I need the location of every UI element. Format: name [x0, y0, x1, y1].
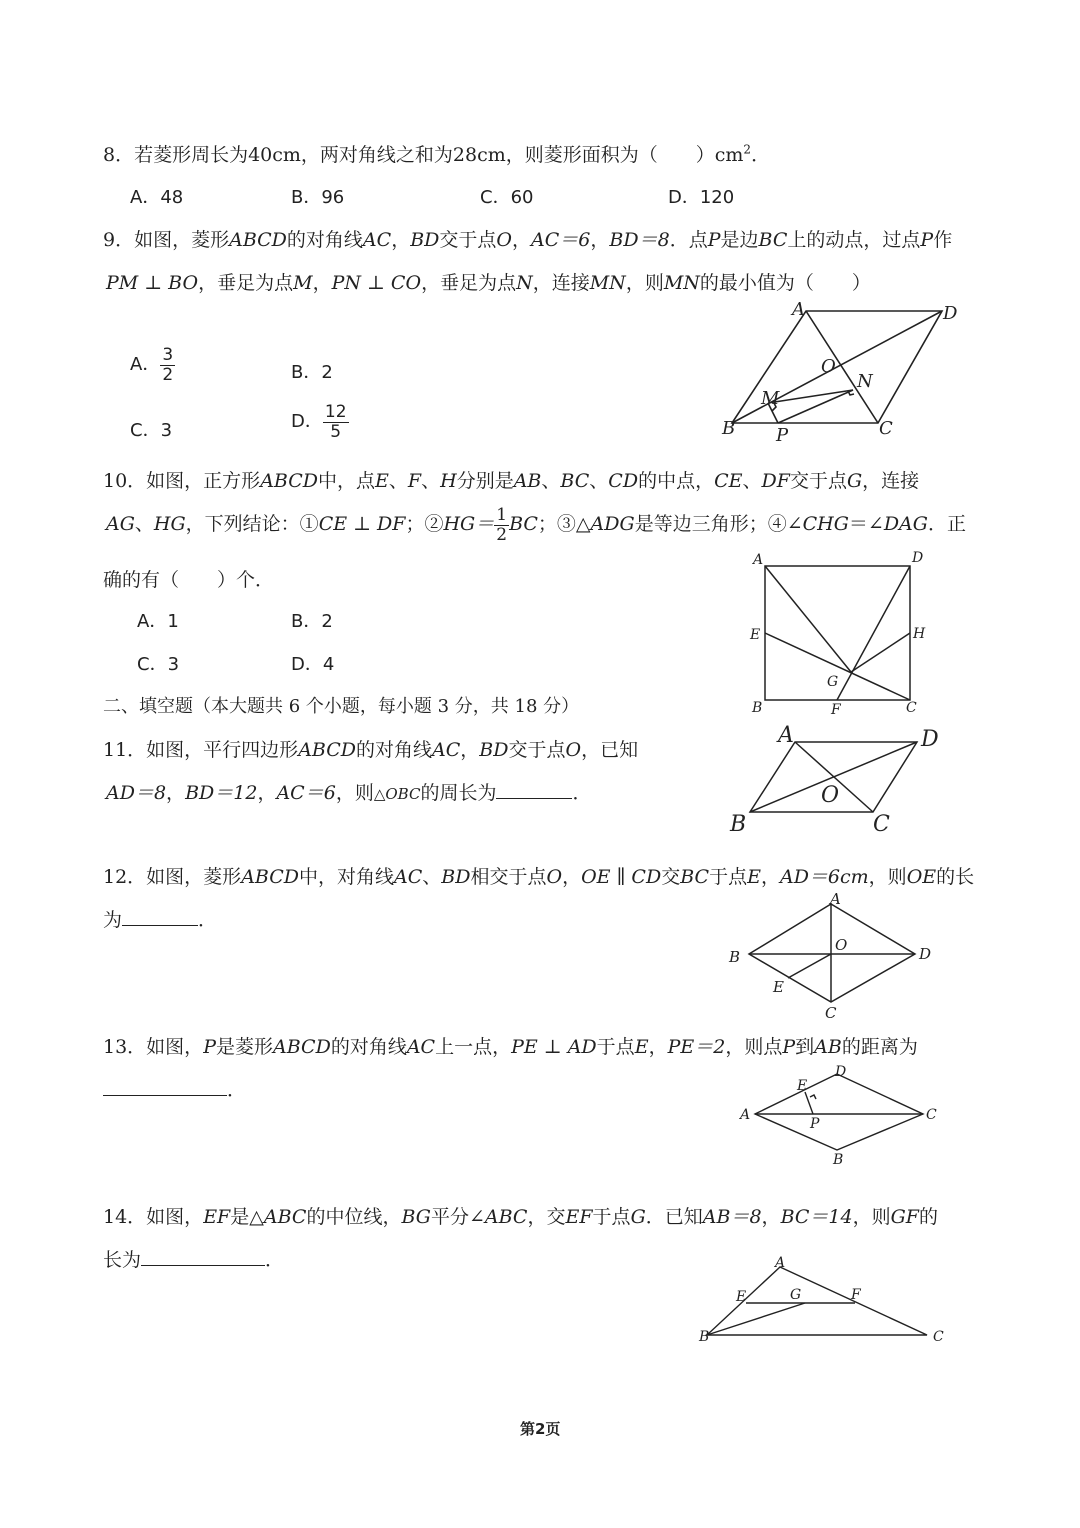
q8-option-a: A．48: [130, 187, 184, 208]
q14-label-b: B: [699, 1329, 710, 1345]
q11-label-c: C: [873, 812, 890, 837]
q12-stem-line1: 12．如图，菱形ABCD中，对角线AC、BD相交于点O，OE ∥ CD交BC于点E，AD＝6cm，则OE的长: [103, 866, 975, 888]
q14-label-f: F: [851, 1287, 861, 1303]
q11-label-d: D: [921, 727, 939, 752]
q13-label-e: E: [797, 1078, 808, 1094]
q14-label-e: E: [736, 1289, 747, 1305]
q10-label-c: C: [906, 700, 917, 716]
q11-figure-parallelogram: [725, 722, 955, 837]
q12-stem-line2: 为 ．: [103, 905, 217, 932]
q9-label-p: P: [776, 425, 789, 446]
q12-label-o: O: [835, 936, 848, 954]
q10-stem-line3: 确的有（ ）个．: [103, 569, 275, 591]
q10-label-a: A: [753, 552, 764, 568]
q9-stem-line1: 9．如图，菱形ABCD的对角线AC，BD交于点O，AC＝6，BD＝8．点P是边BC上的动点，过点P作: [103, 229, 953, 251]
q9-label-m: M: [761, 388, 780, 409]
q13-stem-line2: ．: [103, 1075, 246, 1102]
q12-label-e: E: [773, 978, 784, 996]
q14-answer-blank[interactable]: [141, 1246, 265, 1266]
q10-option-c: C．3: [137, 654, 180, 675]
q10-label-e: E: [750, 627, 761, 643]
q10-label-g: G: [827, 674, 839, 690]
q10-label-h: H: [913, 626, 926, 642]
q13-label-p: P: [810, 1116, 820, 1132]
q13-label-c: C: [926, 1107, 937, 1123]
q14-label-g: G: [790, 1287, 802, 1303]
q8-option-d: D．120: [668, 187, 735, 208]
q10-stem-line2: AG、HG，下列结论：①CE ⊥ DF；②HG＝ $\frac{1}{2}$ BC；③△ADG是等边三角形；④∠CHG＝∠DAG．正: [106, 505, 966, 545]
page-number: 第2页: [520, 1420, 561, 1438]
q8-stem: 8．若菱形周长为40cm，两对角线之和为28cm，则菱形面积为（ ）$cm^2$．: [103, 142, 771, 166]
q9-label-o: O: [821, 356, 836, 377]
q9-label-c: C: [879, 418, 893, 439]
q12-answer-blank[interactable]: [122, 906, 198, 926]
q13-label-a: A: [740, 1107, 751, 1123]
q12-label-c: C: [825, 1004, 837, 1022]
q10-label-d: D: [912, 550, 924, 566]
q13-label-b: B: [833, 1152, 844, 1168]
q11-label-o: O: [821, 783, 840, 808]
q9-option-b: B．2: [291, 362, 333, 383]
q13-stem-line1: 13．如图，P是菱形ABCD的对角线AC上一点，PE ⊥ AD于点E，PE＝2，则点P到AB的距离为: [103, 1036, 918, 1058]
section-2-heading: 二、填空题（本大题共 6 个小题，每小题 3 分，共 18 分）: [103, 696, 580, 717]
q9-label-a: A: [792, 299, 805, 320]
q14-label-c: C: [933, 1329, 944, 1345]
q9-label-n: N: [857, 371, 873, 392]
q13-answer-blank[interactable]: [103, 1076, 227, 1096]
q10-figure-square: [745, 550, 945, 720]
q10-stem-line1: 10．如图，正方形ABCD中，点E、F、H分别是AB、BC、CD的中点，CE、DF交于点G，连接: [103, 470, 920, 492]
q11-label-a: A: [778, 723, 794, 748]
q10-option-b: B．2: [291, 611, 333, 632]
q14-label-a: A: [775, 1255, 786, 1271]
q12-label-a: A: [830, 890, 841, 908]
q9-figure-rhombus: [720, 295, 970, 445]
q12-label-b: B: [729, 948, 741, 966]
q9-label-b: B: [722, 418, 736, 439]
q11-stem-line1: 11．如图，平行四边形ABCD的对角线AC，BD交于点O，已知: [103, 739, 639, 761]
q9-option-a: A． $\frac{3}{2}$: [130, 345, 174, 385]
q8-option-b: B．96: [291, 187, 345, 208]
q13-figure-rhombus: [735, 1060, 950, 1170]
q12-figure-rhombus: [725, 888, 945, 1023]
q10-label-f: F: [831, 702, 841, 718]
q11-stem-line2: AD＝8，BD＝12，AC＝6，则△OBC的周长为 ．: [106, 778, 591, 805]
q14-stem-line1: 14．如图，EF是△ABC的中位线，BG平分∠ABC，交EF于点G．已知AB＝8，BC＝14，则GF的: [103, 1206, 938, 1228]
q9-stem-line2: PM ⊥ BO，垂足为点M，PN ⊥ CO，垂足为点N，连接MN，则MN的最小值为（ ）: [106, 272, 871, 294]
q11-answer-blank[interactable]: [496, 779, 572, 799]
q8-option-c: C．60: [480, 187, 534, 208]
q11-label-b: B: [730, 812, 747, 837]
q9-option-c: C．3: [130, 420, 173, 441]
q10-option-d: D．4: [291, 654, 335, 675]
q14-stem-line2: 长为 ．: [103, 1245, 284, 1272]
q9-label-d: D: [943, 303, 958, 324]
q14-figure-triangle: [695, 1255, 955, 1350]
q12-label-d: D: [919, 945, 932, 963]
q13-label-d: D: [835, 1064, 847, 1080]
q10-option-a: A．1: [137, 611, 179, 632]
q10-label-b: B: [752, 700, 763, 716]
q9-option-d: D． $\frac{12}{5}$: [291, 402, 347, 442]
